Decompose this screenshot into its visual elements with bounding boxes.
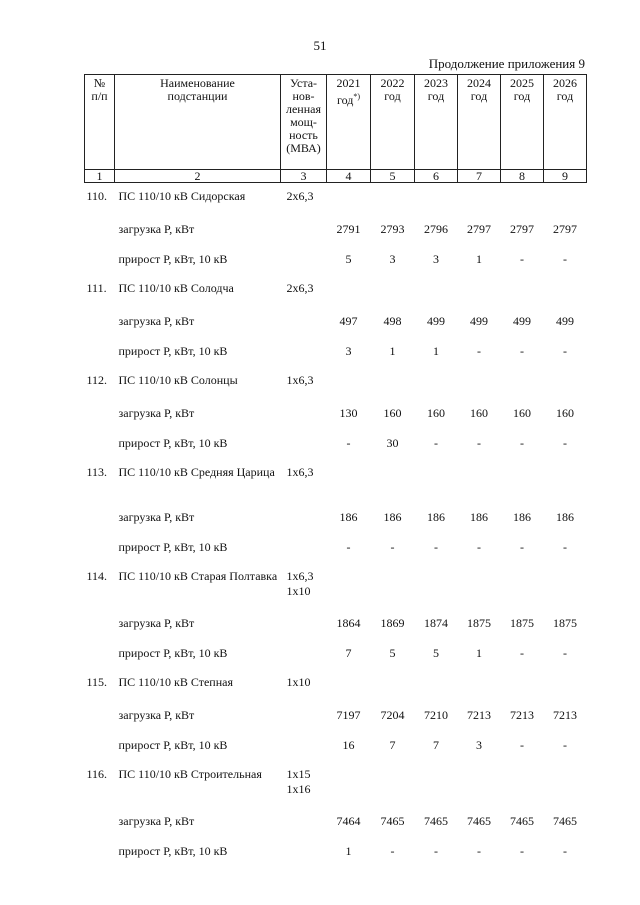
metric-label: загрузка Р, кВт: [118, 222, 195, 236]
year-value: 7465: [380, 814, 405, 828]
col-number: 4: [327, 170, 371, 183]
year-value: 499: [427, 314, 445, 328]
year-value: 160: [470, 406, 488, 420]
installed-power-value: 1х10: [286, 583, 311, 598]
year-value: 5: [433, 646, 439, 660]
substation-load-table: [84, 74, 587, 867]
col-header-2022: 2022 год: [371, 75, 415, 170]
year-value: 5: [345, 252, 352, 266]
year-value: -: [520, 344, 524, 358]
year-value: 2797: [467, 222, 491, 236]
year-value: 499: [470, 314, 488, 328]
year-value: 497: [339, 314, 358, 328]
col-header-2021: 2021 год*): [327, 75, 371, 170]
col-number: 7: [458, 170, 501, 183]
year-value: -: [477, 344, 481, 358]
year-value: 7213: [510, 708, 534, 722]
installed-power: [281, 275, 327, 307]
year-value: -: [434, 436, 438, 450]
year-value: 7465: [553, 814, 577, 828]
table-body: [85, 183, 587, 867]
load-row: [85, 609, 587, 639]
year-value: 7197: [336, 708, 361, 722]
col-number: 8: [501, 170, 544, 183]
col-header-2024: 2024 год: [458, 75, 501, 170]
year-value: 186: [427, 510, 445, 524]
load-row: [85, 215, 587, 245]
year-value: 499: [556, 314, 574, 328]
year-value: 16: [342, 738, 355, 752]
growth-row: [85, 429, 587, 459]
table-row: [85, 367, 587, 399]
year-value: 1874: [424, 616, 448, 630]
year-value: -: [520, 844, 524, 858]
metric-label: загрузка Р, кВт: [118, 616, 195, 630]
col-number: 3: [281, 170, 327, 183]
installed-power-value: 1х10: [286, 674, 311, 689]
year-value: -: [390, 540, 395, 554]
metric-label: прирост Р, кВт, 10 кВ: [118, 738, 228, 752]
growth-row: [85, 533, 587, 563]
metric-label: загрузка Р, кВт: [118, 708, 195, 722]
metric-label: прирост Р, кВт, 10 кВ: [118, 436, 228, 450]
installed-power-value: 1х15: [286, 766, 311, 781]
row-index: 111.: [86, 280, 107, 295]
row-index: 115.: [86, 674, 108, 689]
year-value: 2797: [553, 222, 577, 236]
year-value: 1: [476, 646, 482, 660]
substation-name: ПС 110/10 кВ Средняя Царица: [118, 464, 275, 479]
year-value: -: [563, 844, 567, 858]
year-value: 7210: [424, 708, 448, 722]
load-row: [85, 399, 587, 429]
substation-name: ПС 110/10 кВ Солонцы: [118, 372, 238, 387]
year-value: 160: [556, 406, 574, 420]
col-number: 2: [115, 170, 281, 183]
year-value: 3: [433, 252, 439, 266]
metric-label: загрузка Р, кВт: [118, 314, 195, 328]
year-value: 160: [427, 406, 445, 420]
load-row: [85, 307, 587, 337]
year-value: 7464: [336, 814, 361, 828]
page-number: 51: [313, 38, 327, 53]
row-index: 110.: [86, 189, 108, 203]
table-row: [85, 183, 587, 215]
installed-power: [281, 459, 327, 503]
year-value: 186: [556, 510, 574, 524]
installed-power: [281, 183, 327, 215]
year-value: 130: [339, 406, 358, 420]
appendix-continuation-label: Продолжение приложения 9: [428, 56, 585, 71]
year-value: 2793: [380, 222, 405, 236]
year-value: 3: [476, 738, 482, 752]
row-index: 113.: [86, 464, 108, 479]
year-value: 499: [513, 314, 531, 328]
growth-row: [85, 639, 587, 669]
installed-power-value: 1х6,3: [286, 464, 314, 479]
metric-label: прирост Р, кВт, 10 кВ: [118, 540, 228, 554]
year-value: 1869: [380, 616, 405, 630]
growth-row: [85, 337, 587, 367]
col-header-2023: 2023 год: [415, 75, 458, 170]
table-row: [85, 275, 587, 307]
year-value: 7465: [424, 814, 448, 828]
year-value: 2797: [510, 222, 534, 236]
col-header-2026: 2026 год: [544, 75, 587, 170]
year-value: 7: [433, 738, 439, 752]
year-value: 7213: [553, 708, 577, 722]
table-row: [85, 459, 587, 503]
year-value: 2791: [336, 222, 361, 236]
year-value: 1: [345, 844, 352, 858]
substation-name: ПС 110/10 кВ Солодча: [118, 280, 234, 295]
installed-power: [281, 761, 327, 807]
year-value: 498: [383, 314, 402, 328]
table-header-row: [85, 75, 587, 170]
year-value: -: [346, 540, 351, 554]
year-value: -: [434, 540, 438, 554]
metric-label: прирост Р, кВт, 10 кВ: [118, 344, 228, 358]
year-value: 7465: [467, 814, 491, 828]
year-value: -: [563, 738, 567, 752]
installed-power-value: 2х6,3: [286, 280, 314, 295]
year-value: -: [477, 540, 481, 554]
year-value: 186: [339, 510, 358, 524]
growth-row: [85, 731, 587, 761]
year-value: 3: [345, 344, 352, 358]
col-header-num: № п/п: [85, 75, 115, 170]
year-value: -: [434, 844, 438, 858]
metric-label: прирост Р, кВт, 10 кВ: [118, 844, 228, 858]
year-value: -: [563, 436, 567, 450]
col-header-2025: 2025 год: [501, 75, 544, 170]
metric-label: загрузка Р, кВт: [118, 814, 195, 828]
year-value: 186: [470, 510, 488, 524]
year-value: -: [563, 344, 567, 358]
year-value: -: [346, 436, 351, 450]
year-value: -: [563, 252, 567, 266]
year-value: -: [477, 436, 481, 450]
year-value: -: [520, 540, 524, 554]
installed-power: [281, 367, 327, 399]
col-header-power: Уста- нов- ленная мощ- ность (МВА): [281, 75, 327, 170]
load-row: [85, 701, 587, 731]
installed-power-value: 1х16: [286, 781, 311, 796]
col-number: 1: [85, 170, 115, 183]
year-value: 7465: [510, 814, 534, 828]
installed-power-value: 1х6,3: [286, 568, 314, 583]
installed-power: [281, 669, 327, 701]
year-value: 7213: [467, 708, 491, 722]
year-value: -: [477, 844, 481, 858]
year-value: 1875: [467, 616, 491, 630]
growth-row: [85, 837, 587, 867]
metric-label: прирост Р, кВт, 10 кВ: [118, 252, 228, 266]
year-value: 2796: [424, 222, 448, 236]
year-value: 160: [513, 406, 531, 420]
table-row: [85, 761, 587, 807]
year-value: -: [563, 646, 567, 660]
year-value: 30: [386, 436, 399, 450]
year-value: 1: [433, 344, 439, 358]
col-number: 9: [544, 170, 587, 183]
metric-label: прирост Р, кВт, 10 кВ: [118, 646, 228, 660]
year-value: 1: [389, 344, 396, 358]
year-value: 186: [513, 510, 531, 524]
substation-name: ПС 110/10 кВ Старая Полтавка: [118, 568, 278, 583]
metric-label: загрузка Р, кВт: [118, 406, 195, 420]
year-value: -: [520, 252, 524, 266]
year-value: 7: [345, 646, 352, 660]
substation-name: ПС 110/10 кВ Строительная: [118, 766, 262, 781]
year-value: 1: [476, 252, 482, 266]
load-row: [85, 503, 587, 533]
year-value: 3: [389, 252, 396, 266]
installed-power-value: 1х6,3: [286, 372, 314, 387]
column-number-row: [85, 170, 587, 183]
year-value: -: [563, 540, 567, 554]
substation-name: ПС 110/10 кВ Сидорская: [118, 189, 246, 203]
table-row: [85, 563, 587, 609]
year-value: 7204: [380, 708, 405, 722]
substation-name: ПС 110/10 кВ Степная: [118, 674, 233, 689]
col-header-name: Наименование подстанции: [115, 75, 281, 170]
table-row: [85, 669, 587, 701]
year-value: 5: [389, 646, 396, 660]
year-value: -: [390, 844, 395, 858]
load-row: [85, 807, 587, 837]
year-value: 1875: [553, 616, 577, 630]
growth-row: [85, 245, 587, 275]
year-value: -: [520, 436, 524, 450]
row-index: 112.: [86, 372, 108, 387]
metric-label: загрузка Р, кВт: [118, 510, 195, 524]
row-index: 116.: [86, 766, 108, 781]
row-index: 114.: [86, 568, 108, 583]
installed-power-value: 2х6,3: [286, 189, 314, 203]
year-value: -: [520, 646, 524, 660]
year-value: 160: [383, 406, 402, 420]
col-number: 5: [371, 170, 415, 183]
col-number: 6: [415, 170, 458, 183]
installed-power: [281, 563, 327, 609]
year-value: -: [520, 738, 524, 752]
year-value: 1875: [510, 616, 534, 630]
year-value: 1864: [336, 616, 361, 630]
footnote-mark: *): [353, 92, 361, 101]
year-value: 7: [389, 738, 396, 752]
year-value: 186: [383, 510, 402, 524]
